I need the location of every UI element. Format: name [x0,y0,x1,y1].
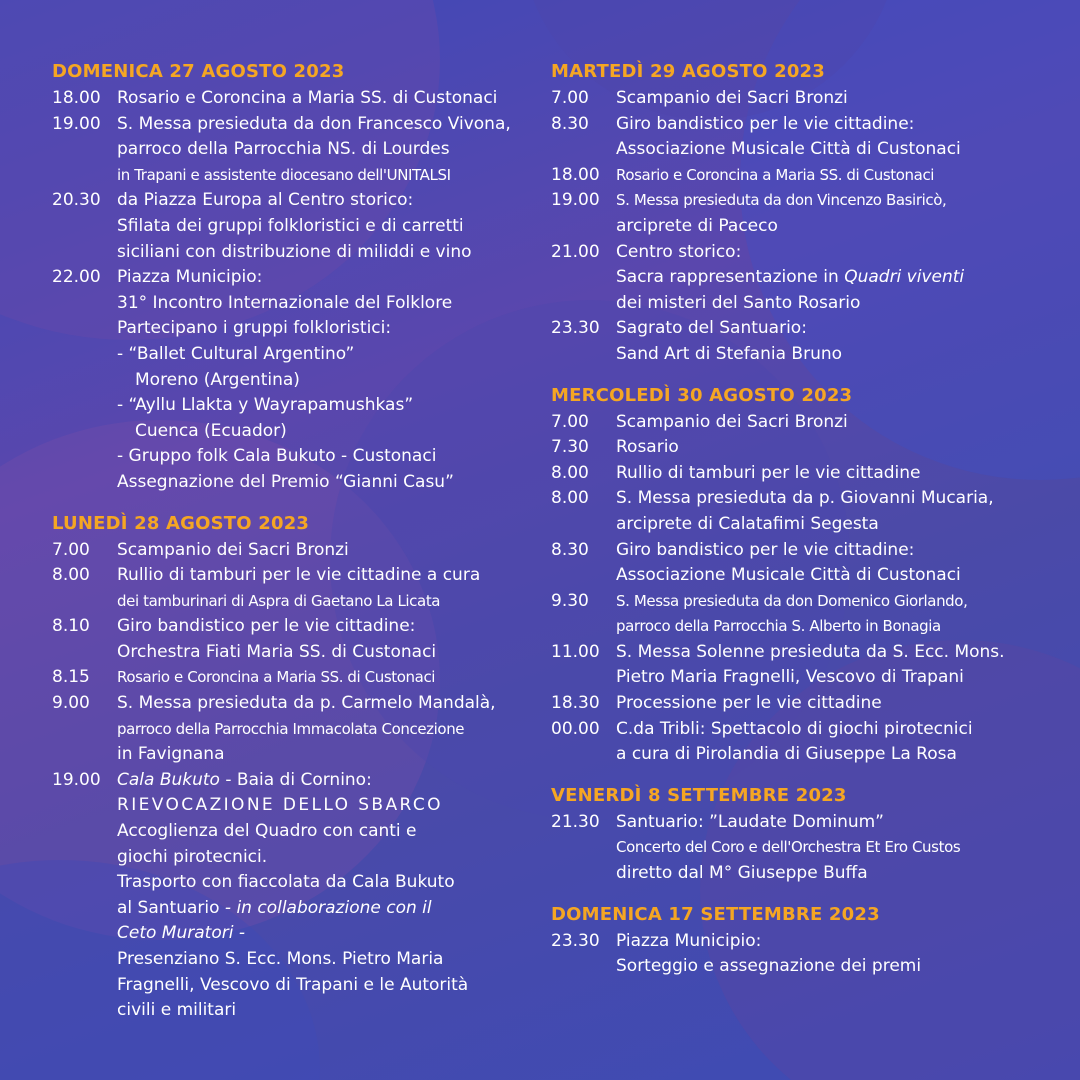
event-line: Scampanio dei Sacri Bronzi [616,411,848,432]
event-description [117,665,518,691]
event [52,188,518,265]
event-line: Sagrato del Santuario: [616,318,807,339]
event-line: Sfilata dei gruppi folkloristici e di carretti [117,215,464,236]
event-line: parroco della Parrocchia Immacolata Concezione [117,719,465,738]
event-time: 8.00 [52,565,90,586]
group-origin: Cuenca (Ecuador) [135,420,287,441]
event-line: 31° Incontro Internazionale del Folklore [117,292,453,313]
event-line: Concerto del Coro e dell'Orchestra Et Ero Custos [616,838,961,857]
event-line: Sorteggio e assegnazione dei premi [616,956,922,977]
event [551,410,1031,436]
line-part: Sacra rappresentazione in [616,267,845,288]
day-wednesday-30 [551,384,1031,768]
event-line: Scampanio dei Sacri Bronzi [616,88,848,108]
event-line: a cura di Pirolandia di Giuseppe La Rosa [616,744,957,765]
event-time: 11.00 [551,641,600,662]
place-detail: - Baia di Cornino: [219,769,372,790]
event-line: Piazza Municipio: [616,930,762,951]
event-description [616,112,1031,163]
event-line: Fragnelli, Vescovo di Trapani e le Autorità [117,974,469,995]
day-title: DOMENICA 17 SETTEMBRE 2023 [551,903,880,925]
event [52,265,518,495]
day-title: VENERDÌ 8 SETTEMBRE 2023 [551,784,847,806]
event-line: C.da Tribli: Spettacolo di giochi pirotecnici [616,718,973,739]
event-line: Presenziano S. Ecc. Mons. Pietro Maria [117,949,444,969]
event-time: 21.00 [551,241,600,262]
event-description [117,188,518,265]
event-line: Santuario: ”Laudate Dominum” [616,811,884,832]
event [52,691,518,768]
event [52,768,518,1024]
event [551,929,1031,980]
event-line: Processione per le vie cittadine [616,693,882,714]
day-monday-28 [52,512,518,1024]
event [551,589,1031,640]
event-description [616,929,1031,980]
event-line: in Favignana [117,744,225,765]
event-line: Ceto Muratori - [117,923,245,944]
event-description [117,538,518,564]
event-line: parroco della Parrocchia S. Alberto in Bonagia [616,617,941,636]
event-line: siciliani con distribuzione di miliddi e vino [117,241,472,262]
event-line: Giro bandistico per le vie cittadine: [616,113,915,134]
event [52,112,518,189]
event-time: 7.00 [551,88,589,108]
event-description [616,810,1031,887]
event-description [616,240,1031,317]
event-time: 19.00 [52,769,101,790]
event [551,316,1031,367]
event [551,717,1031,768]
event-time: 8.30 [551,113,589,134]
event-line: diretto dal M° Giuseppe Buffa [616,863,868,884]
event [551,163,1031,189]
event-time: 23.30 [551,318,600,339]
event [52,86,518,112]
event [551,538,1031,589]
event-description [117,768,518,1024]
event [551,810,1031,887]
event-description [616,640,1031,691]
event-description [117,691,518,768]
event [52,538,518,564]
event-description [616,435,1031,461]
day-title: MERCOLEDÌ 30 AGOSTO 2023 [551,384,853,406]
event [551,112,1031,163]
event-line: Pietro Maria Fragnelli, Vescovo di Trapani [616,667,964,688]
right-column [551,60,1031,996]
group-item: - Gruppo folk Cala Bukuto - Custonaci [117,446,437,467]
event-time: 23.30 [551,930,600,951]
event-time: 20.30 [52,190,101,211]
event-line: Accoglienza del Quadro con canti e [117,821,417,842]
event-line: Rosario e Coroncina a Maria SS. di Custonaci [117,88,498,108]
group-origin: Moreno (Argentina) [135,369,300,390]
event-line: arciprete di Calatafimi Segesta [616,513,879,534]
event-time: 9.30 [551,590,589,611]
day-sunday-17 [551,903,1031,980]
day-title: LUNEDÌ 28 AGOSTO 2023 [52,512,310,534]
event [551,640,1031,691]
event-time: 7.30 [551,437,589,458]
event [52,563,518,614]
event-line: Trasporto con fiaccolata da Cala Bukuto [117,872,455,893]
event-description [616,188,1031,239]
event-line: dei tamburinari di Aspra di Gaetano La Licata [117,591,441,610]
event-description [616,86,1031,112]
day-title: MARTEDÌ 29 AGOSTO 2023 [551,61,826,82]
event-line: S. Messa presieduta da p. Carmelo Mandalà, [117,693,496,714]
event-description [616,691,1031,717]
event-description [616,717,1031,768]
event-line: Rosario e Coroncina a Maria SS. di Custonaci [117,668,436,687]
event-line [117,768,518,794]
event-line: Rosario e Coroncina a Maria SS. di Custonaci [616,165,935,184]
event-description [616,163,1031,189]
event-line: Centro storico: [616,241,742,262]
event-description [117,614,518,665]
event-line [117,896,518,922]
place-name: Cala Bukuto [117,769,220,790]
event-line: Scampanio dei Sacri Bronzi [117,539,349,560]
event-line: Piazza Municipio: [117,267,263,288]
event-line: Rosario [616,437,679,458]
event-line: da Piazza Europa al Centro storico: [117,190,414,211]
event-description [616,486,1031,537]
group-item: - “Ayllu Llakta y Wayrapamushkas” [117,395,414,416]
event-time: 00.00 [551,718,600,739]
event-time: 8.00 [551,488,589,509]
event-time: 8.30 [551,539,589,560]
event [551,691,1031,717]
event-time: 22.00 [52,267,101,288]
line-part-italic: Quadri viventi [844,267,965,288]
day-friday-8 [551,784,1031,887]
line-part: al Santuario [117,897,225,918]
event-description [616,589,1031,640]
event [52,665,518,691]
event-description [616,316,1031,367]
event-time: 18.00 [52,88,101,108]
event-line: civili e militari [117,1000,237,1021]
event [551,86,1031,112]
event-line [616,265,1031,291]
left-column [52,60,518,1040]
event-time: 18.30 [551,693,600,714]
event-highlight: RIEVOCAZIONE DELLO SBARCO [117,795,443,816]
event-line: arciprete di Paceco [616,215,778,236]
event-time: 19.00 [52,113,101,134]
event-line: Partecipano i gruppi folkloristici: [117,318,392,339]
event-line: Sand Art di Stefania Bruno [616,343,843,364]
event-description [616,410,1031,436]
day-tuesday-29 [551,60,1031,368]
event-line: S. Messa presieduta da don Vincenzo Basiricò, [616,191,947,210]
event-time: 8.00 [551,462,589,483]
event-time: 8.15 [52,667,90,688]
event [551,435,1031,461]
event-line: Associazione Musicale Città di Custonaci [616,139,961,160]
event-line: S. Messa presieduta da don Domenico Giorlando, [616,591,968,610]
event-description [616,538,1031,589]
event-time: 21.30 [551,811,600,832]
event-line: S. Messa presieduta da don Francesco Vivona, [117,113,511,134]
event-description [117,265,518,495]
event-line: in Trapani e assistente diocesano dell'UNITALSI [117,165,451,184]
event-description [117,86,518,112]
event-time: 7.00 [551,411,589,432]
event-time: 9.00 [52,693,90,714]
event [52,614,518,665]
event-line: S. Messa Solenne presieduta da S. Ecc. Mons. [616,641,1005,662]
event [551,188,1031,239]
event-time: 19.00 [551,190,600,211]
event-time: 7.00 [52,539,90,560]
event-line: dei misteri del Santo Rosario [616,292,861,313]
event-description [117,563,518,614]
event [551,486,1031,537]
event-time: 18.00 [551,164,600,185]
event-line: Rullio di tamburi per le vie cittadine [616,462,921,483]
event-time: 8.10 [52,616,90,637]
event-description [117,112,518,189]
event-line: Associazione Musicale Città di Custonaci [616,565,961,586]
day-title: DOMENICA 27 AGOSTO 2023 [52,61,345,82]
event-line: Assegnazione del Premio “Gianni Casu” [117,471,454,492]
group-item: - “Ballet Cultural Argentino” [117,343,355,364]
event-line: parroco della Parrocchia NS. di Lourdes [117,139,450,160]
event [551,240,1031,317]
event-description [616,461,1031,487]
event [551,461,1031,487]
event-line: giochi pirotecnici. [117,846,268,867]
event-line: Orchestra Fiati Maria SS. di Custonaci [117,641,437,662]
line-part-italic: - in collaborazione con il [224,897,432,918]
event-line: Rullio di tamburi per le vie cittadine a cura [117,565,481,586]
event-line: Giro bandistico per le vie cittadine: [117,616,416,637]
day-sunday-27 [52,60,518,496]
event-line: Giro bandistico per le vie cittadine: [616,539,915,560]
event-line: S. Messa presieduta da p. Giovanni Mucaria, [616,488,994,509]
